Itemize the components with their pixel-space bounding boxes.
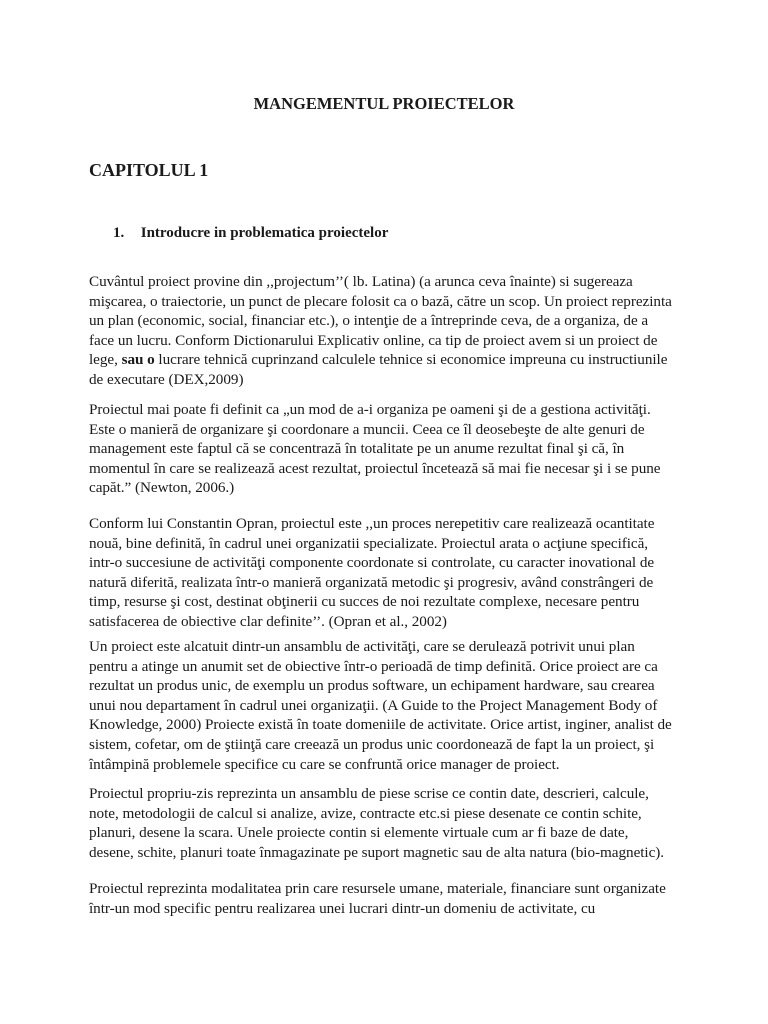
paragraph-line: management este faptul că se concentrază în totalitate pe un anume rezultat final şi că, în [89,440,625,458]
paragraph-line: note, metodologii de calcul si analize, avize, contracte etc.si piese desenate ce contin schite, [89,804,642,822]
paragraph [89,637,689,774]
paragraph [89,272,689,390]
paragraph-line: sistem, cofetar, om de ştiinţă care creează un produs unic coordonează de fapt la un proiect, şi [89,735,655,753]
paragraph [89,400,689,498]
paragraph-line: Knowledge, 2000) Proiecte există în toate domeniile de activitate. Orice artist, inginer, analist de [89,716,672,734]
section-heading [113,224,388,243]
text-segment: lucrare tehnică cuprinzand calculele tehnice si economice impreuna cu instructiunile [154,351,668,369]
paragraph-line: Este o manieră de organizare şi coordonare a muncii. Ceea ce îl deosebeşte de alte genuri de [89,420,645,438]
paragraph-line: mişcarea, o traiectorie, un punct de plecare folosit ca o bază, către un scop. Un proiect reprezinta [89,292,672,310]
paragraph [89,879,689,918]
paragraph-line: satisfacerea de obiective clar definite’’. (Opran et al., 2002) [89,612,447,630]
paragraph-line: Proiectul propriu-zis reprezinta un ansamblu de piese scrise ce contin date, descrieri, calcule, [89,785,649,802]
paragraph-line: rezultat un produs unic, de exemplu un produs software, un echipament hardware, sau crearea [89,677,655,695]
paragraph-line: timp, resurse şi cost, destinat obţinerii cu succes de noi rezultate complexe, necesare pentru [89,593,640,611]
paragraph [89,784,689,862]
paragraph [89,514,689,632]
chapter-heading: CAPITOLUL 1 [89,160,209,180]
section-title: Introducre in problematica proiectelor [140,225,389,241]
paragraph-line: de executare (DEX,2009) [89,370,244,388]
paragraph-line: Un proiect este alcatuit dintr-un ansamblu de activităţi, care se derulează potrivit unui plan [89,638,635,655]
paragraph-line: un plan (economic, social, financiar etc.), o intenţie de a întreprinde ceva, de a organiza, de a [89,312,649,330]
paragraph-line: Cuvântul proiect provine din ,,projectum’’( lb. Latina) (a arunca ceva înainte) si sugereaza [89,273,633,290]
paragraph-line: nouă, bine definită, în cadrul unei organizatii specializate. Proiectul arata o acţiune specifică, [89,534,649,552]
bold-text-segment: sau o [121,351,155,369]
paragraph-line: întâmpină problemele specifice cu care se confruntă orice manager de proiect. [89,755,560,773]
paragraph-line: pentru a atinge un anumit set de obiective într-o perioadă de timp definită. Orice proiect are ca [89,657,658,675]
paragraph-line: desene, schite, planuri toate înmagazinate pe suport magnetic sau de alta natura (bio-magnetic). [89,843,665,861]
paragraph-line: capăt.” (Newton, 2006.) [89,479,235,497]
paragraph-line [89,350,689,370]
paragraph-line: unui nou departament în cadrul unei organizaţii. (A Guide to the Project Management Body of [89,696,658,714]
paragraph-line: momentul în care se realizează acest rezultat, proiectul încetează să mai fie necesar şi i se pune [89,459,661,477]
paragraph-line: Proiectul reprezinta modalitatea prin care resursele umane, materiale, financiare sunt organizate [89,880,666,897]
paragraph-line: intr-o succesiune de activităţi componente coordonate si controlate, cu caracter inovational de [89,554,655,572]
paragraph-line: Conform lui Constantin Opran, proiectul este ,,un proces nerepetitiv care realizează ocantitate [89,515,655,532]
paragraph-line: planuri, desene la scara. Unele proiecte contin si elemente virtuale cum ar fi baze de date, [89,824,629,842]
paragraph-line: într-un mod specific pentru realizarea unei lucrari dintr-un domeniu de activitate, cu [89,899,596,917]
paragraph-line: natură diferită, realizata într-o manieră organizată metodic şi progresiv, având constrângeri de [89,573,654,591]
section-number: 1. [113,225,125,241]
paragraph-line: Proiectul mai poate fi definit ca „un mod de a-i organiza pe oameni şi de a gestiona activităţi. [89,401,651,418]
document-title: MANGEMENTUL PROIECTELOR [253,94,515,113]
paragraph-line: face un lucru. Conform Dictionarului Explicativ online, ca tip de proiect avem si un proiect de [89,331,658,349]
text-segment: lege, [89,351,122,369]
